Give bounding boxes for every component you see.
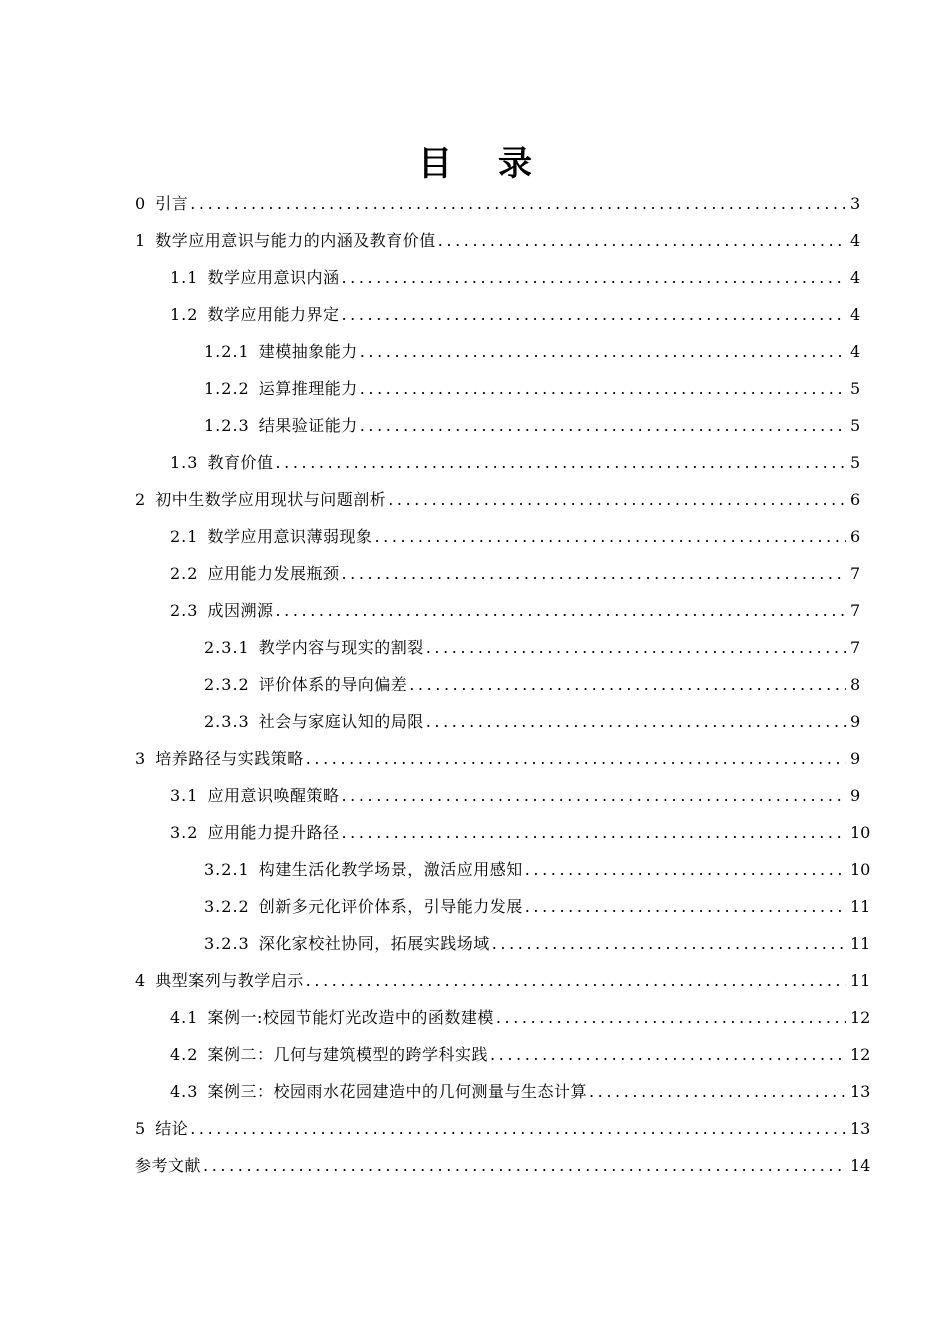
toc-dot-leader xyxy=(525,888,846,925)
toc-dot-leader xyxy=(496,999,846,1036)
toc-entry-title: 案例三：校园雨水花园建造中的几何测量与生态计算 xyxy=(207,1082,587,1101)
toc-entry-page: 6 xyxy=(850,490,861,509)
toc-entry[interactable] xyxy=(135,703,860,740)
toc-dot-leader xyxy=(374,518,846,555)
toc-entry-page: 11 xyxy=(850,971,871,990)
toc-entry-title: 数学应用意识与能力的内涵及教育价值 xyxy=(155,231,436,250)
toc-dot-leader xyxy=(388,481,846,518)
toc-entry-title: 教育价值 xyxy=(207,453,274,472)
toc-entry-title: 案例二：几何与建筑模型的跨学科实践 xyxy=(207,1045,488,1064)
toc-entry-page: 7 xyxy=(850,601,861,620)
toc-entry-number: 2.2 xyxy=(170,564,199,583)
toc-entry[interactable] xyxy=(135,666,860,703)
toc-entry-title: 案例一:校园节能灯光改造中的函数建模 xyxy=(207,1008,494,1027)
toc-entry-number: 3 xyxy=(135,749,147,768)
toc-entry-title: 数学应用能力界定 xyxy=(207,305,340,324)
toc-entry-title: 运算推理能力 xyxy=(258,379,358,398)
toc-dot-leader xyxy=(341,259,846,296)
toc-entry-title: 结论 xyxy=(155,1119,189,1138)
toc-entry-page: 4 xyxy=(850,268,861,287)
toc-entry-title: 应用能力发展瓶颈 xyxy=(207,564,340,583)
toc-entry-title: 深化家校社协同，拓展实践场域 xyxy=(258,934,490,953)
toc-entry[interactable] xyxy=(135,518,860,555)
toc-entry[interactable] xyxy=(135,296,860,333)
page-title-char-2: 录 xyxy=(498,144,532,184)
toc-entry-page: 12 xyxy=(850,1008,871,1027)
toc-entry-page: 12 xyxy=(850,1045,871,1064)
toc-entry-title: 成因溯源 xyxy=(207,601,274,620)
toc-entry[interactable] xyxy=(135,925,871,962)
toc-entry-page: 3 xyxy=(850,194,861,213)
toc-entry[interactable] xyxy=(135,999,871,1036)
toc-entry-number: 2.3 xyxy=(170,601,199,620)
toc-entry-title: 社会与家庭认知的局限 xyxy=(258,712,424,731)
toc-entry-title: 培养路径与实践策略 xyxy=(155,749,304,768)
toc-dot-leader xyxy=(341,777,846,814)
toc-dot-leader xyxy=(409,666,846,703)
toc-dot-leader xyxy=(341,296,846,333)
toc-entry-page: 5 xyxy=(850,453,861,472)
toc-entry[interactable] xyxy=(135,259,860,296)
toc-entry-title: 教学内容与现实的割裂 xyxy=(258,638,424,657)
toc-dot-leader xyxy=(490,1036,846,1073)
toc-entry-number: 3.2.2 xyxy=(204,897,250,916)
toc-entry-page: 8 xyxy=(850,675,861,694)
toc-entry[interactable] xyxy=(135,1110,871,1147)
toc-dot-leader xyxy=(492,925,846,962)
toc-dot-leader xyxy=(360,370,846,407)
toc-entry[interactable] xyxy=(135,1036,871,1073)
toc-dot-leader xyxy=(426,629,846,666)
page-title xyxy=(0,140,950,188)
toc-entry[interactable] xyxy=(135,444,860,481)
toc-entry-number: 1.3 xyxy=(170,453,199,472)
toc-entry-number: 0 xyxy=(135,194,147,213)
toc-entry-number: 1 xyxy=(135,231,147,250)
toc-entry-page: 9 xyxy=(850,712,861,731)
toc-dot-leader xyxy=(203,1147,846,1184)
toc-entry-title: 初中生数学应用现状与问题剖析 xyxy=(155,490,387,509)
toc-entry-page: 7 xyxy=(850,638,861,657)
toc-entry-title: 数学应用意识内涵 xyxy=(207,268,340,287)
toc-entry-page: 11 xyxy=(850,934,871,953)
toc-entry[interactable] xyxy=(135,333,860,370)
toc-entry-number: 3.2.1 xyxy=(204,860,250,879)
toc-entry-page: 10 xyxy=(850,823,871,842)
toc-entry-page: 14 xyxy=(850,1156,871,1175)
toc-entry-number: 2.1 xyxy=(170,527,199,546)
toc-entry-page: 10 xyxy=(850,860,871,879)
toc-entry-number: 2.3.1 xyxy=(204,638,250,657)
toc-dot-leader xyxy=(360,333,846,370)
toc-entry[interactable] xyxy=(135,962,871,999)
toc-entry[interactable] xyxy=(135,814,871,851)
toc-entry[interactable] xyxy=(135,1073,871,1110)
toc-entry[interactable] xyxy=(135,222,860,259)
toc-entry-number: 4.3 xyxy=(170,1082,199,1101)
toc-entry[interactable] xyxy=(135,888,871,925)
toc-dot-leader xyxy=(275,592,846,629)
toc-dot-leader xyxy=(341,555,846,592)
toc-entry[interactable] xyxy=(135,407,860,444)
page-title-char-1: 目 xyxy=(418,144,452,184)
toc-entry-title: 构建生活化教学场景，激活应用感知 xyxy=(258,860,523,879)
toc-dot-leader xyxy=(275,444,846,481)
toc-entry-number: 2.3.3 xyxy=(204,712,250,731)
toc-entry-page: 11 xyxy=(850,897,871,916)
toc-entry-number: 4 xyxy=(135,971,147,990)
toc-entry-page: 6 xyxy=(850,527,861,546)
toc-entry-number: 2 xyxy=(135,490,147,509)
table-of-contents xyxy=(135,185,871,1184)
toc-dot-leader xyxy=(360,407,846,444)
toc-entry-page: 4 xyxy=(850,231,861,250)
toc-entry-number: 3.1 xyxy=(170,786,199,805)
toc-entry-page: 9 xyxy=(850,786,861,805)
toc-entry-title: 参考文献 xyxy=(135,1156,202,1175)
toc-entry-title: 建模抽象能力 xyxy=(258,342,358,361)
toc-entry-number: 2.3.2 xyxy=(204,675,250,694)
toc-entry-page: 9 xyxy=(850,749,861,768)
toc-dot-leader xyxy=(525,851,846,888)
toc-entry-page: 4 xyxy=(850,342,861,361)
toc-entry-number: 5 xyxy=(135,1119,147,1138)
toc-entry-title: 评价体系的导向偏差 xyxy=(258,675,408,694)
toc-entry-page: 7 xyxy=(850,564,861,583)
toc-dot-leader xyxy=(190,1110,846,1147)
toc-entry-number: 1.2.1 xyxy=(204,342,250,361)
toc-entry-page: 13 xyxy=(850,1119,871,1138)
toc-entry[interactable] xyxy=(135,481,860,518)
toc-entry[interactable] xyxy=(135,185,860,222)
toc-entry[interactable] xyxy=(135,629,860,666)
toc-entry-title: 应用能力提升路径 xyxy=(207,823,340,842)
toc-entry-title: 引言 xyxy=(155,194,189,213)
toc-entry-number: 1.2 xyxy=(170,305,199,324)
toc-dot-leader xyxy=(438,222,846,259)
toc-entry-number: 4.1 xyxy=(170,1008,199,1027)
toc-dot-leader xyxy=(190,185,846,222)
toc-dot-leader xyxy=(426,703,846,740)
toc-dot-leader xyxy=(306,740,846,777)
toc-entry-number: 3.2.3 xyxy=(204,934,250,953)
toc-entry-number: 4.2 xyxy=(170,1045,199,1064)
toc-entry[interactable] xyxy=(135,555,860,592)
toc-entry-title: 创新多元化评价体系，引导能力发展 xyxy=(258,897,523,916)
toc-entry-number: 3.2 xyxy=(170,823,199,842)
toc-entry-number: 1.2.3 xyxy=(204,416,250,435)
toc-entry-title: 数学应用意识薄弱现象 xyxy=(207,527,373,546)
toc-entry-title: 典型案列与教学启示 xyxy=(155,971,304,990)
toc-dot-leader xyxy=(306,962,846,999)
toc-entry[interactable] xyxy=(135,592,860,629)
toc-entry-page: 4 xyxy=(850,305,861,324)
toc-entry-title: 应用意识唤醒策略 xyxy=(207,786,340,805)
toc-entry[interactable] xyxy=(135,851,871,888)
toc-entry[interactable] xyxy=(135,370,860,407)
toc-entry-page: 5 xyxy=(850,379,861,398)
toc-entry-page: 5 xyxy=(850,416,861,435)
toc-entry-title: 结果验证能力 xyxy=(258,416,358,435)
toc-dot-leader xyxy=(341,814,846,851)
toc-entry[interactable] xyxy=(135,740,860,777)
toc-entry[interactable] xyxy=(135,777,860,814)
toc-entry-page: 13 xyxy=(850,1082,871,1101)
toc-entry-number: 1.1 xyxy=(170,268,199,287)
toc-dot-leader xyxy=(589,1073,846,1110)
toc-entry-number: 1.2.2 xyxy=(204,379,250,398)
toc-entry[interactable] xyxy=(135,1147,871,1184)
